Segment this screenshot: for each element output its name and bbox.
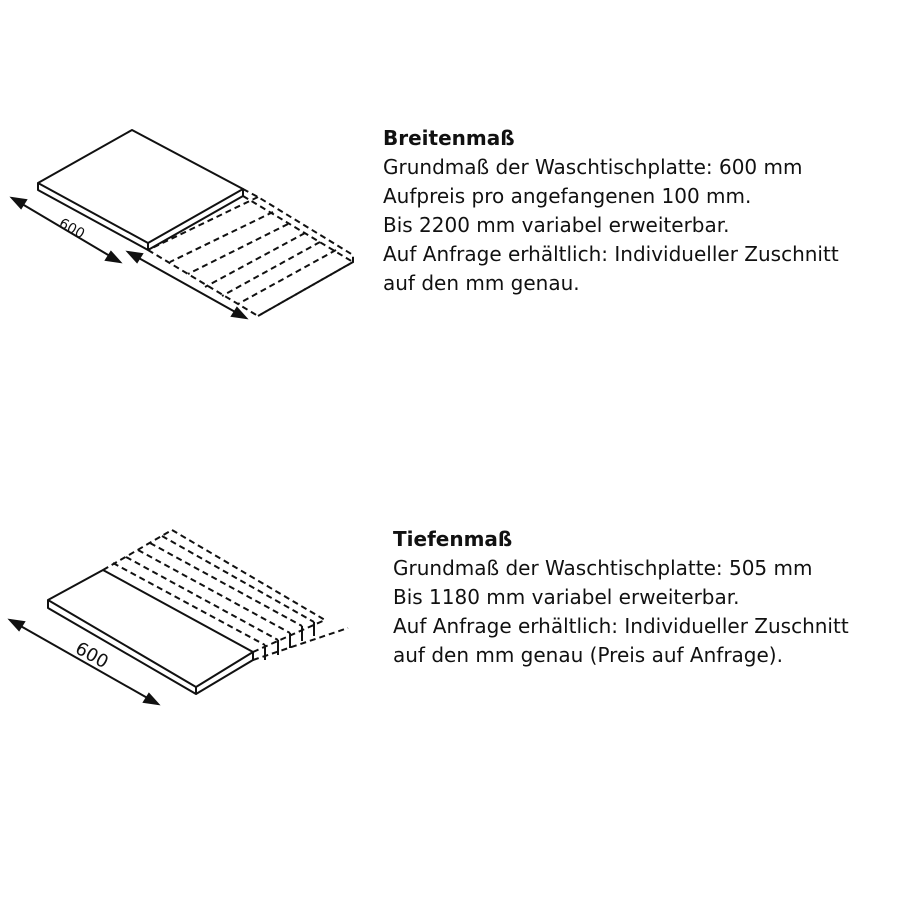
width-spec-line: Bis 2200 mm variabel erweiterbar. <box>383 213 730 237</box>
width-spec-line: Auf Anfrage erhältlich: Individueller Zuschnitt <box>383 242 839 266</box>
depth-spec-line: Auf Anfrage erhältlich: Individueller Zuschnitt <box>393 614 849 638</box>
width-spec-line: Grundmaß der Waschtischplatte: 600 mm <box>383 155 803 179</box>
depth-dimension-label: 600 <box>71 638 112 674</box>
depth-extension-diagram <box>0 520 380 750</box>
base-panel <box>48 570 253 694</box>
width-extension-diagram <box>0 120 380 350</box>
width-dimension-label: 600 <box>56 215 88 243</box>
width-spec-line: Aufpreis pro angefangenen 100 mm. <box>383 184 752 208</box>
depth-spec-line: Bis 1180 mm variabel erweiterbar. <box>393 585 740 609</box>
width-spec-title: Breitenmaß <box>383 126 515 150</box>
width-spec-line: auf den mm genau. <box>383 271 580 295</box>
depth-spec-line: Grundmaß der Waschtischplatte: 505 mm <box>393 556 813 580</box>
width-spec-block <box>383 124 839 298</box>
depth-spec-title: Tiefenmaß <box>393 527 513 551</box>
depth-spec-block <box>393 525 849 670</box>
depth-spec-line: auf den mm genau (Preis auf Anfrage). <box>393 643 783 667</box>
